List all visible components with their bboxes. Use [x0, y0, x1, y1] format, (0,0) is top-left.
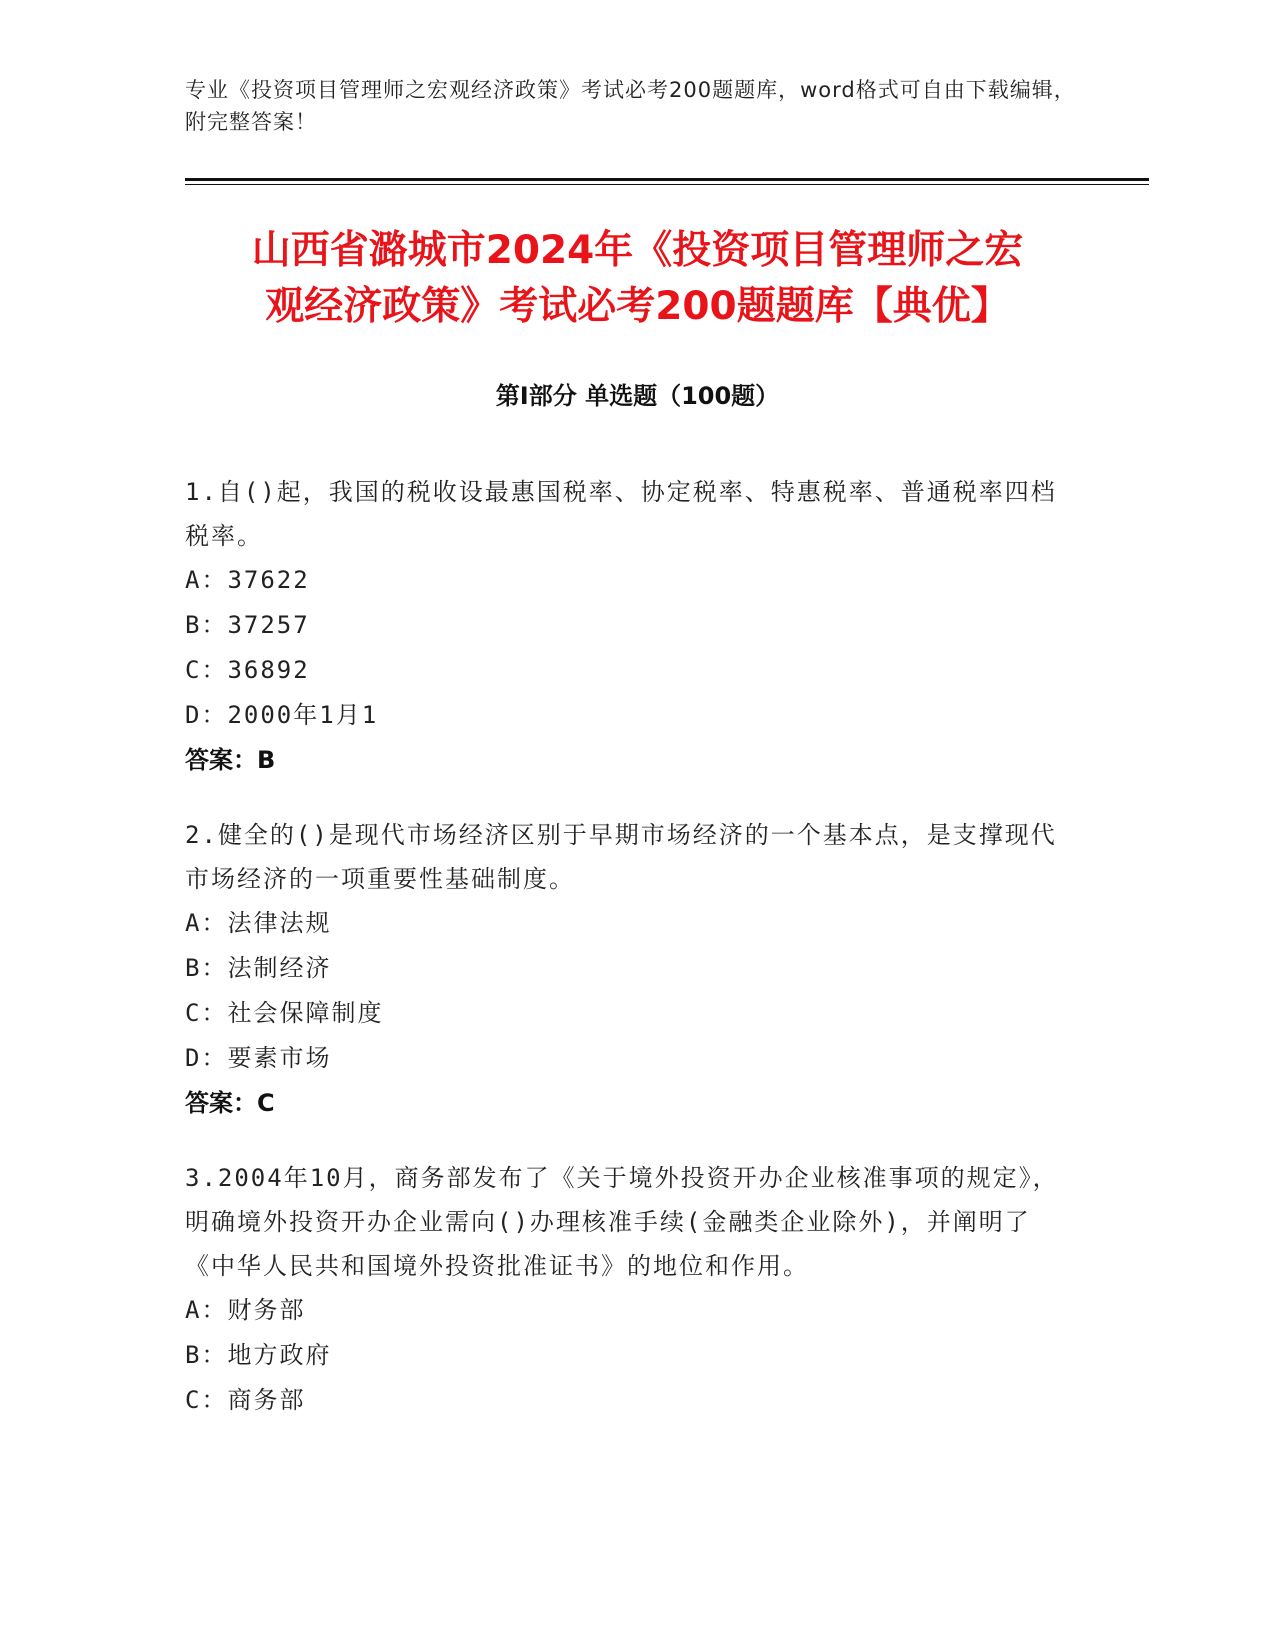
header-divider-thin — [185, 184, 1149, 185]
option-a: A：财务部 — [185, 1296, 306, 1324]
option-a: A：法律法规 — [185, 909, 332, 937]
document-title-line-2: 观经济政策》考试必考200题题库【典优】 — [265, 284, 1010, 329]
question-text: 3.2004年10月，商务部发布了《关于境外投资开办企业核准事项的规定》，明确境外投资开办企业需向()办理核准手续(金融类企业除外)，并阐明了《中华人民共和国境外投资批准证书》的地位和作用。 — [185, 1164, 1059, 1280]
question-list — [185, 470, 1065, 1453]
answer: 答案：C — [185, 1089, 275, 1117]
question-text: 1.自()起，我国的税收设最惠国税率、协定税率、特惠税率、普通税率四档税率。 — [185, 478, 1057, 550]
header-divider-thick — [185, 178, 1149, 181]
option-c: C：商务部 — [185, 1386, 306, 1414]
option-a: A：37622 — [185, 566, 310, 594]
header-note: 专业《投资项目管理师之宏观经济政策》考试必考200题题库，word格式可自由下载编辑，附完整答案！ — [185, 78, 1076, 134]
option-d: D：2000年1月1 — [185, 701, 379, 729]
option-c: C：36892 — [185, 656, 310, 684]
option-b: B：地方政府 — [185, 1341, 332, 1369]
question-text: 2.健全的()是现代市场经济区别于早期市场经济的一个基本点，是支撑现代市场经济的一项重要性基础制度。 — [185, 821, 1057, 893]
answer: 答案：B — [185, 746, 276, 774]
option-b: B：37257 — [185, 611, 310, 639]
section-title: 第I部分 单选题（100题） — [495, 382, 780, 410]
question-1 — [185, 470, 1065, 783]
document-title-line-1: 山西省潞城市2024年《投资项目管理师之宏 — [251, 228, 1024, 273]
option-c: C：社会保障制度 — [185, 999, 384, 1027]
option-b: B：法制经济 — [185, 954, 332, 982]
question-2 — [185, 813, 1065, 1126]
question-3 — [185, 1156, 1065, 1423]
document-title — [150, 223, 1125, 335]
option-d: D：要素市场 — [185, 1044, 332, 1072]
